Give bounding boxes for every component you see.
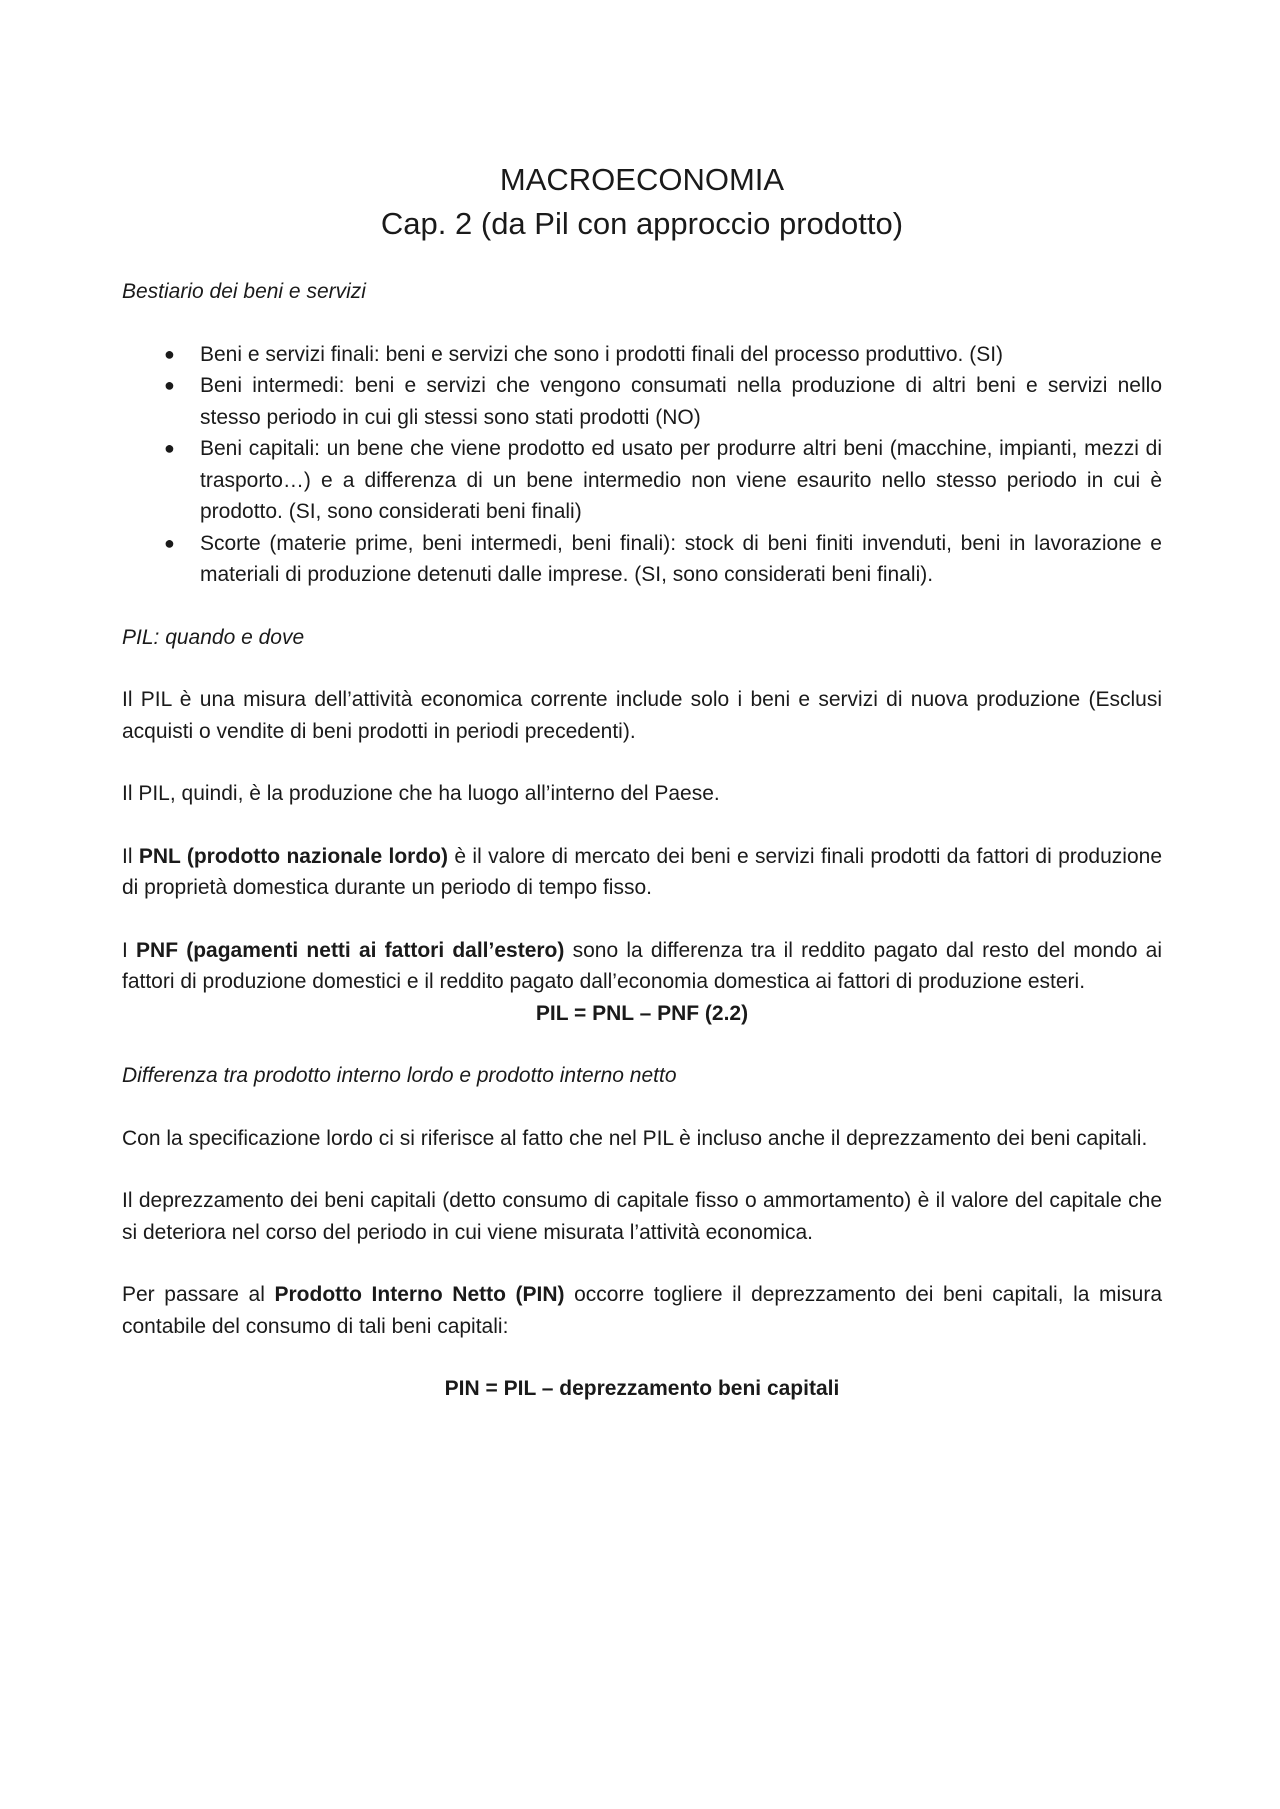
paragraph-text: sono la differenza tra il reddito pagato dal resto del mondo ai fattori di produzione domestici e il reddito pagato dall’economia domestica ai fattori di produzione esteri. [122,938,1162,993]
section-heading-pil: PIL: quando e dove [122,625,305,649]
list-item-text: Beni capitali: un bene che viene prodotto ed usato per produrre altri beni (macchine, impianti, mezzi di trasporto…) e a differenza di un bene intermedio non viene esaurito nello stesso periodo in cui è prodotto. (SI, sono considerati beni finali) [200,437,1162,523]
document-body [122,158,1162,1405]
list-item [164,528,1162,591]
paragraph-pnl [122,841,1162,904]
list-item [164,339,1162,371]
list-item [164,433,1162,528]
paragraph-text: è il valore di mercato dei beni e servizi finali prodotti da fattori di produzione di proprietà domestica durante un periodo di tempo fisso. [122,844,1162,899]
paragraph-deprezzamento: Il deprezzamento dei beni capitali (detto consumo di capitale fisso o ammortamento) è il valore del capitale che si deteriora nel corso del periodo in cui viene misurata l’attività economica. [122,1189,1162,1244]
paragraph-pil-production: Il PIL, quindi, è la produzione che ha luogo all’interno del Paese. [122,782,720,805]
paragraph-text: Per passare al [122,1283,275,1306]
bullet-icon: ● [164,375,175,395]
bullet-icon: ● [164,343,175,364]
list-item-text: Beni intermedi: beni e servizi che vengono consumati nella produzione di altri beni e servizi nello stesso periodo in cui gli stessi sono stati prodotti (NO) [200,374,1162,429]
paragraph-text: occorre togliere il deprezzamento dei beni capitali, la misura contabile del consumo di tali beni capitali: [122,1283,1162,1338]
list-item-text: Beni e servizi finali: beni e servizi che sono i prodotti finali del processo produttivo. (SI) [200,342,1004,366]
paragraph-pil-definition: Il PIL è una misura dell’attività economica corrente include solo i beni e servizi di nuova produzione (Esclusi acquisti o vendite di beni prodotti in periodi precedenti). [122,688,1162,743]
list-item [164,370,1162,433]
paragraph-text: I [122,938,137,962]
bullet-icon: ● [164,532,175,553]
bullet-icon: ● [164,438,175,458]
formula-pin: PIN = PIL – deprezzamento beni capitali [444,1377,840,1400]
section-heading-differenza: Differenza tra prodotto interno lordo e prodotto interno netto [122,1064,677,1087]
paragraph-pin [122,1279,1162,1342]
term-pin: Prodotto Interno Netto (PIN) [274,1283,565,1306]
paragraph-lordo: Con la specificazione lordo ci si riferisce al fatto che nel PIL è incluso anche il deprezzamento dei beni capitali. [122,1126,1148,1150]
formula-pil: PIL = PNL – PNF (2.2) [535,1001,749,1025]
term-pnl: PNL (prodotto nazionale lordo) [138,844,449,868]
section-heading-bestiario: Bestiario dei beni e servizi [122,280,366,303]
term-pnf: PNF (pagamenti netti ai fattori dall’estero) [136,938,565,962]
paragraph-pnf [122,935,1162,998]
document-title: MACROECONOMIA [499,162,785,197]
paragraph-text: Il [122,844,139,868]
document-subtitle: Cap. 2 (da Pil con approccio prodotto) [380,206,904,241]
list-item-text: Scorte (materie prime, beni intermedi, beni finali): stock di beni finiti invenduti, beni in lavorazione e materiali di produzione detenuti dalle imprese. (SI, sono considerati beni finali). [200,531,1162,586]
goods-bullet-list [122,339,1162,591]
